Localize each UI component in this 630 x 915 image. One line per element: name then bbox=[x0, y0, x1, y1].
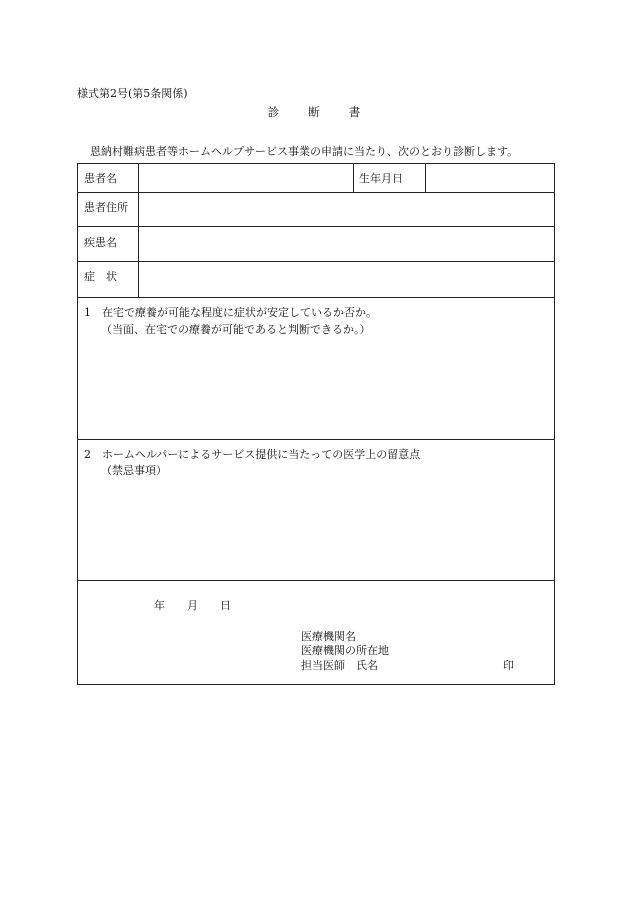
row-divider bbox=[78, 192, 554, 193]
row-divider bbox=[78, 261, 554, 262]
section1-subheading: （当面、在宅での療養が可能であると判断できるか。） bbox=[101, 323, 371, 336]
date-line: 年 月 日 bbox=[154, 599, 231, 612]
row-divider bbox=[78, 226, 554, 227]
label-column-divider bbox=[138, 164, 139, 297]
institution-address-label: 医療機関の所在地 bbox=[301, 644, 389, 657]
intro-text: 恩納村難病患者等ホームヘルプサービス事業の申請に当たり、次のとおり診断します。 bbox=[90, 145, 519, 158]
row-divider bbox=[78, 580, 554, 581]
birth-date-label: 生年月日 bbox=[359, 172, 403, 185]
section2-subheading: （禁忌事項） bbox=[101, 464, 167, 477]
section2-heading: 2 ホームヘルパーによるサービス提供に当たっての医学上の留意点 bbox=[84, 448, 421, 461]
patient-name-label: 患者名 bbox=[84, 172, 117, 185]
symptoms-label: 症 状 bbox=[84, 270, 117, 283]
disease-name-label: 疾患名 bbox=[84, 236, 117, 249]
institution-name-label: 医療機関名 bbox=[301, 630, 356, 643]
column-divider bbox=[425, 164, 426, 192]
row-divider bbox=[78, 297, 554, 298]
seal-label: 印 bbox=[503, 659, 514, 672]
section1-heading: 1 在宅で療養が可能な程度に症状が安定しているか否か。 bbox=[84, 306, 377, 319]
patient-address-label: 患者住所 bbox=[84, 201, 128, 214]
diagnosis-form-table bbox=[77, 163, 555, 685]
column-divider bbox=[353, 164, 354, 192]
attending-doctor-label: 担当医師 氏名 bbox=[301, 659, 378, 672]
document-title: 診 断 書 bbox=[267, 105, 363, 119]
form-number: 様式第2号(第5条関係) bbox=[77, 87, 188, 100]
row-divider bbox=[78, 439, 554, 440]
